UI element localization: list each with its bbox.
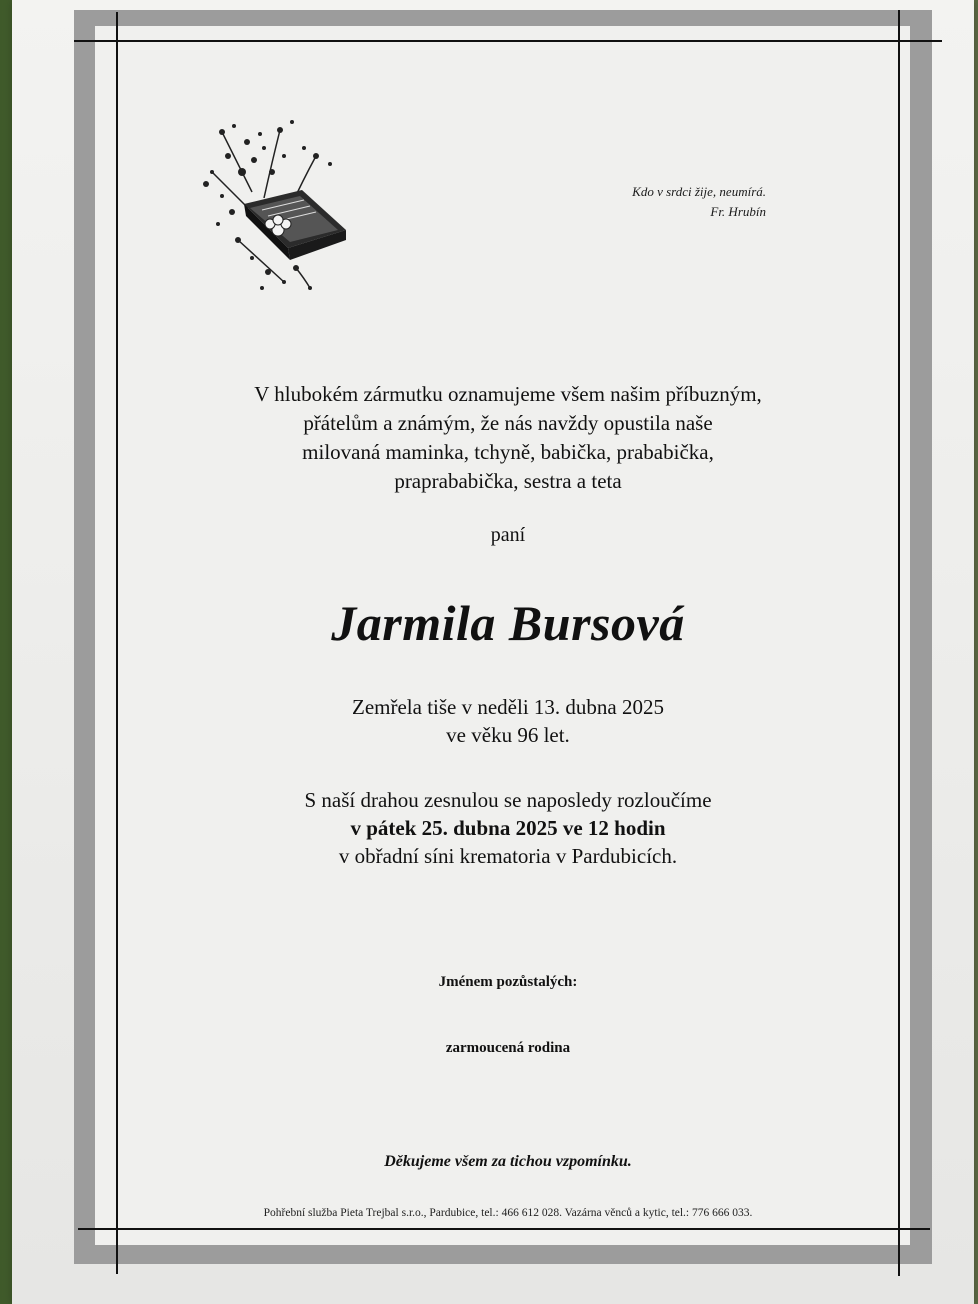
death-line: ve věku 96 let. bbox=[446, 723, 570, 747]
epigraph-text: Kdo v srdci žije, neumírá. bbox=[632, 184, 766, 199]
epigraph bbox=[632, 182, 766, 222]
salutation: paní bbox=[490, 524, 526, 546]
intro-line: praprababička, sestra a teta bbox=[394, 469, 622, 493]
intro-line: přátelům a známým, že nás navždy opustila naše bbox=[303, 411, 713, 435]
funeral-date-time: v pátek 25. dubna 2025 ve 12 hodin bbox=[350, 816, 666, 840]
death-line: Zemřela tiše v neděli 13. dubna 2025 bbox=[352, 695, 664, 719]
thanks-note: Děkujeme všem za tichou vzpomínku. bbox=[384, 1153, 632, 1170]
on-behalf-label: Jménem pozůstalých: bbox=[438, 974, 578, 990]
death-details bbox=[116, 693, 900, 749]
farewell-line: S naší drahou zesnulou se naposledy rozloučíme bbox=[304, 788, 712, 812]
obituary-sheet bbox=[12, 0, 974, 1304]
announcement-intro bbox=[116, 380, 900, 496]
intro-line: milovaná maminka, tchyně, babička, prababička, bbox=[302, 440, 714, 464]
funeral-venue: v obřadní síni krematoria v Pardubicích. bbox=[338, 844, 678, 868]
family-signature: zarmoucená rodina bbox=[445, 1040, 571, 1056]
book-with-flowers-icon bbox=[192, 112, 352, 302]
bottom-rule bbox=[78, 1228, 930, 1230]
top-rule bbox=[74, 40, 942, 42]
funeral-details bbox=[116, 786, 900, 870]
intro-line: V hlubokém zármutku oznamujeme všem našim příbuzným, bbox=[254, 382, 762, 406]
deceased-name: Jarmila Bursová bbox=[331, 595, 685, 651]
epigraph-author: Fr. Hrubín bbox=[710, 204, 766, 219]
funeral-service-footer: Pohřební služba Pieta Trejbal s.r.o., Pardubice, tel.: 466 612 028. Vazárna věnců a kytic, tel.: 776 666 033. bbox=[263, 1207, 753, 1219]
